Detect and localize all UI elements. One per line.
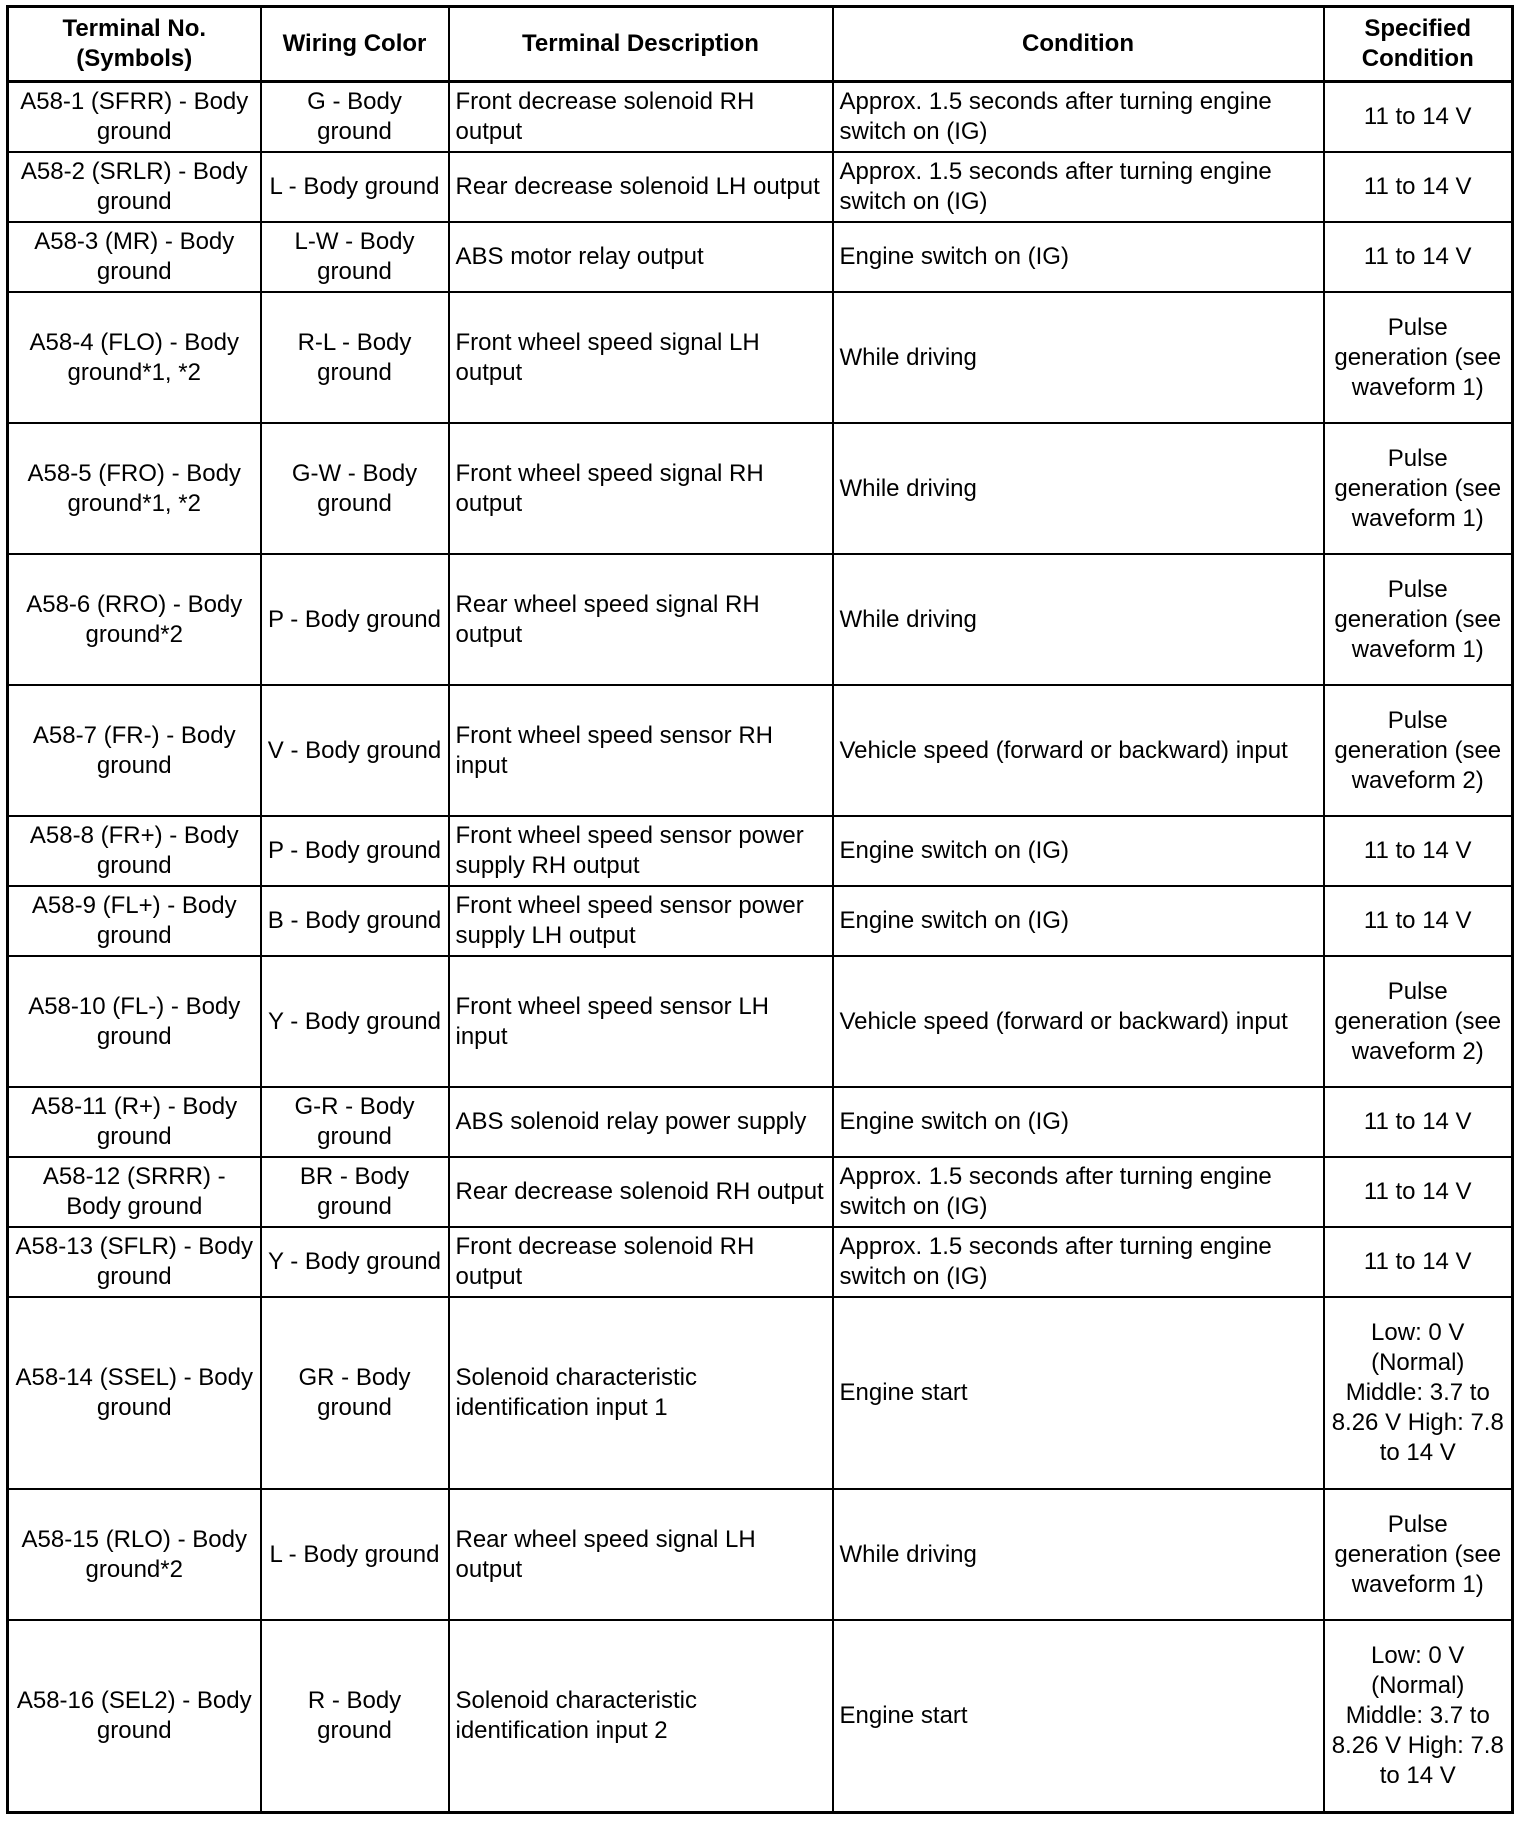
description-cell: Front wheel speed sensor power supply RH output (449, 816, 833, 886)
specified-condition-cell: Low: 0 V (Normal) Middle: 3.7 to 8.26 V High: 7.8 to 14 V (1324, 1620, 1513, 1813)
terminal-cell: A58-4 (FLO) - Body ground*1, *2 (8, 292, 261, 423)
terminal-cell: A58-2 (SRLR) - Body ground (8, 152, 261, 222)
table-row (8, 1087, 1513, 1157)
header-specified-condition: Specified Condition (1324, 7, 1513, 82)
specified-condition-cell: 11 to 14 V (1324, 1087, 1513, 1157)
header-wiring-color: Wiring Color (261, 7, 449, 82)
wiring-color-cell: Y - Body ground (261, 956, 449, 1087)
wiring-color-cell: B - Body ground (261, 886, 449, 956)
description-cell: Solenoid characteristic identification input 2 (449, 1620, 833, 1813)
wiring-color-cell: L-W - Body ground (261, 222, 449, 292)
table-row (8, 82, 1513, 153)
specified-condition-cell: Pulse generation (see waveform 1) (1324, 554, 1513, 685)
table-row (8, 423, 1513, 554)
description-cell: Rear decrease solenoid LH output (449, 152, 833, 222)
table-row (8, 956, 1513, 1087)
terminal-cell: A58-12 (SRRR) - Body ground (8, 1157, 261, 1227)
condition-cell: Approx. 1.5 seconds after turning engine switch on (IG) (833, 1227, 1324, 1297)
terminal-cell: A58-16 (SEL2) - Body ground (8, 1620, 261, 1813)
terminal-cell: A58-5 (FRO) - Body ground*1, *2 (8, 423, 261, 554)
wiring-color-cell: P - Body ground (261, 816, 449, 886)
specified-condition-cell: 11 to 14 V (1324, 152, 1513, 222)
specified-condition-cell: Pulse generation (see waveform 1) (1324, 292, 1513, 423)
wiring-color-cell: R - Body ground (261, 1620, 449, 1813)
table-row (8, 1227, 1513, 1297)
condition-cell: While driving (833, 554, 1324, 685)
table-row (8, 816, 1513, 886)
condition-cell: Vehicle speed (forward or backward) input (833, 956, 1324, 1087)
condition-cell: Engine start (833, 1620, 1324, 1813)
condition-cell: Engine switch on (IG) (833, 886, 1324, 956)
condition-cell: While driving (833, 292, 1324, 423)
header-terminal-no: Terminal No. (Symbols) (8, 7, 261, 82)
table-row (8, 886, 1513, 956)
condition-cell: Engine switch on (IG) (833, 1087, 1324, 1157)
condition-cell: Approx. 1.5 seconds after turning engine switch on (IG) (833, 1157, 1324, 1227)
wiring-color-cell: G-R - Body ground (261, 1087, 449, 1157)
description-cell: Front wheel speed sensor RH input (449, 685, 833, 816)
specified-condition-cell: 11 to 14 V (1324, 886, 1513, 956)
table-row (8, 1157, 1513, 1227)
description-cell: Rear wheel speed signal LH output (449, 1489, 833, 1620)
condition-cell: Approx. 1.5 seconds after turning engine switch on (IG) (833, 152, 1324, 222)
terminal-cell: A58-10 (FL-) - Body ground (8, 956, 261, 1087)
condition-cell: Approx. 1.5 seconds after turning engine switch on (IG) (833, 82, 1324, 153)
terminal-cell: A58-14 (SSEL) - Body ground (8, 1297, 261, 1489)
specified-condition-cell: 11 to 14 V (1324, 222, 1513, 292)
table-row (8, 1297, 1513, 1489)
description-cell: Rear wheel speed signal RH output (449, 554, 833, 685)
table-row (8, 1489, 1513, 1620)
header-terminal-description: Terminal Description (449, 7, 833, 82)
description-cell: Front wheel speed signal RH output (449, 423, 833, 554)
terminal-spec-table (6, 5, 1514, 1814)
wiring-color-cell: Y - Body ground (261, 1227, 449, 1297)
wiring-color-cell: GR - Body ground (261, 1297, 449, 1489)
condition-cell: While driving (833, 423, 1324, 554)
table-row (8, 554, 1513, 685)
specified-condition-cell: 11 to 14 V (1324, 816, 1513, 886)
description-cell: Solenoid characteristic identification input 1 (449, 1297, 833, 1489)
header-condition: Condition (833, 7, 1324, 82)
wiring-color-cell: P - Body ground (261, 554, 449, 685)
terminal-cell: A58-9 (FL+) - Body ground (8, 886, 261, 956)
terminal-cell: A58-15 (RLO) - Body ground*2 (8, 1489, 261, 1620)
wiring-color-cell: G - Body ground (261, 82, 449, 153)
table-header-row (8, 7, 1513, 82)
specified-condition-cell: Pulse generation (see waveform 1) (1324, 1489, 1513, 1620)
description-cell: Front decrease solenoid RH output (449, 1227, 833, 1297)
specified-condition-cell: Pulse generation (see waveform 1) (1324, 423, 1513, 554)
specified-condition-cell: 11 to 14 V (1324, 82, 1513, 153)
table-row (8, 222, 1513, 292)
condition-cell: Vehicle speed (forward or backward) input (833, 685, 1324, 816)
terminal-cell: A58-8 (FR+) - Body ground (8, 816, 261, 886)
wiring-color-cell: BR - Body ground (261, 1157, 449, 1227)
terminal-cell: A58-1 (SFRR) - Body ground (8, 82, 261, 153)
condition-cell: Engine switch on (IG) (833, 816, 1324, 886)
specified-condition-cell: Pulse generation (see waveform 2) (1324, 956, 1513, 1087)
description-cell: Front wheel speed sensor LH input (449, 956, 833, 1087)
specified-condition-cell: Low: 0 V (Normal) Middle: 3.7 to 8.26 V High: 7.8 to 14 V (1324, 1297, 1513, 1489)
wiring-color-cell: G-W - Body ground (261, 423, 449, 554)
condition-cell: While driving (833, 1489, 1324, 1620)
terminal-cell: A58-7 (FR-) - Body ground (8, 685, 261, 816)
description-cell: ABS solenoid relay power supply (449, 1087, 833, 1157)
table-row (8, 1620, 1513, 1813)
specified-condition-cell: Pulse generation (see waveform 2) (1324, 685, 1513, 816)
wiring-color-cell: L - Body ground (261, 1489, 449, 1620)
wiring-color-cell: L - Body ground (261, 152, 449, 222)
terminal-cell: A58-11 (R+) - Body ground (8, 1087, 261, 1157)
description-cell: Front wheel speed sensor power supply LH output (449, 886, 833, 956)
table-row (8, 685, 1513, 816)
condition-cell: Engine switch on (IG) (833, 222, 1324, 292)
terminal-cell: A58-6 (RRO) - Body ground*2 (8, 554, 261, 685)
specified-condition-cell: 11 to 14 V (1324, 1157, 1513, 1227)
specified-condition-cell: 11 to 14 V (1324, 1227, 1513, 1297)
table-row (8, 152, 1513, 222)
wiring-color-cell: V - Body ground (261, 685, 449, 816)
terminal-cell: A58-13 (SFLR) - Body ground (8, 1227, 261, 1297)
description-cell: ABS motor relay output (449, 222, 833, 292)
description-cell: Rear decrease solenoid RH output (449, 1157, 833, 1227)
table-row (8, 292, 1513, 423)
description-cell: Front wheel speed signal LH output (449, 292, 833, 423)
description-cell: Front decrease solenoid RH output (449, 82, 833, 153)
terminal-cell: A58-3 (MR) - Body ground (8, 222, 261, 292)
condition-cell: Engine start (833, 1297, 1324, 1489)
wiring-color-cell: R-L - Body ground (261, 292, 449, 423)
